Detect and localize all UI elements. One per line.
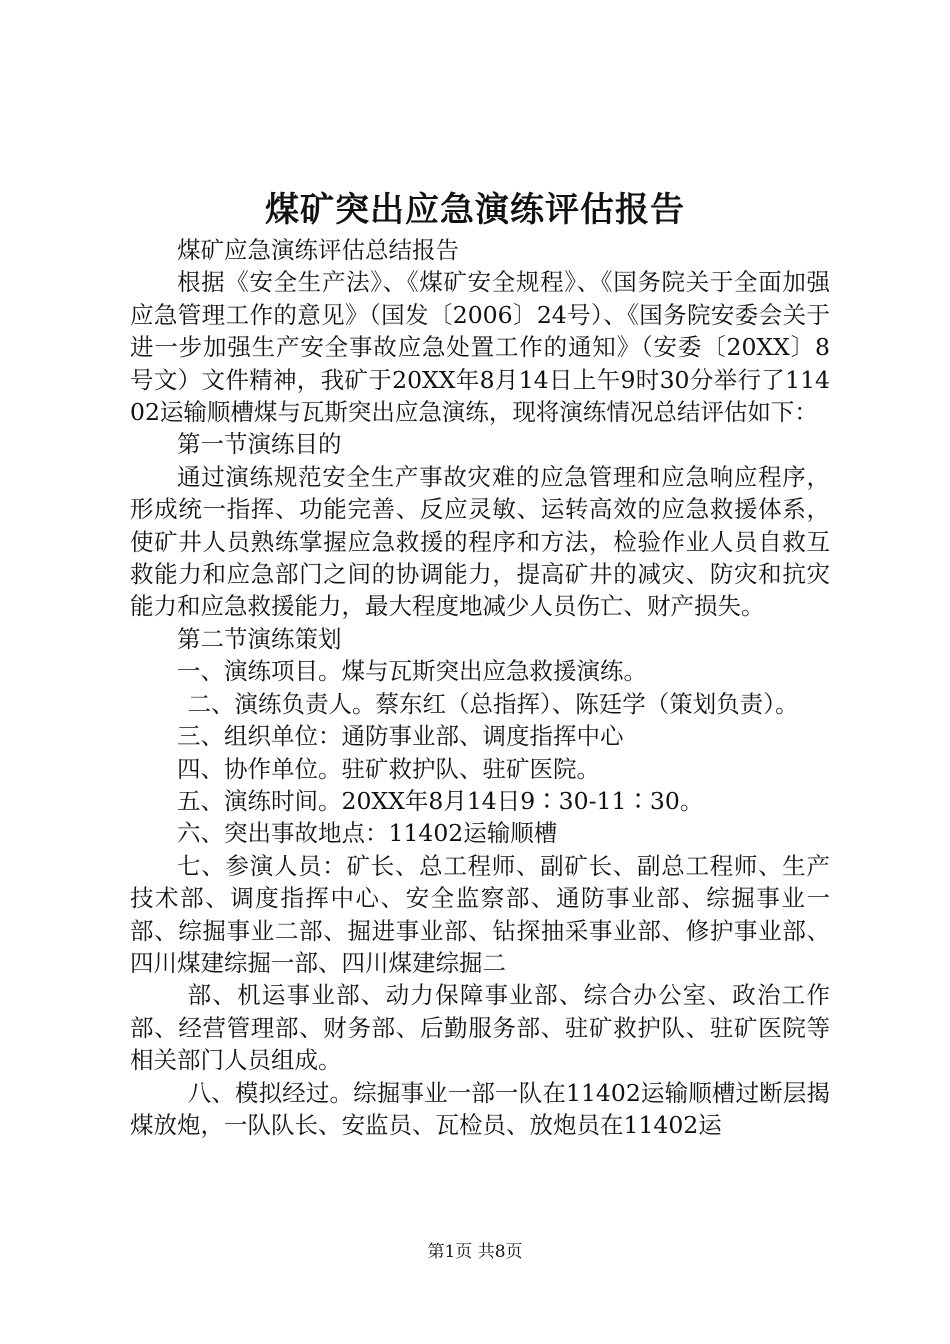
document-title: 煤矿突出应急演练评估报告	[265, 190, 685, 230]
paragraph-item-1: 一、演练项目。煤与瓦斯突出应急救援演练。	[177, 657, 647, 686]
section-heading-2: 第二节演练策划	[177, 624, 342, 653]
section-heading-1: 第一节演练目的	[177, 430, 342, 459]
paragraph-item-7-continued: 部、机运事业部、动力保障事业部、综合办公室、政治工作部、经营管理部、财务部、后勤服务部、驻矿救护队、驻矿医院等相关部门人员组成。	[130, 981, 830, 1075]
paragraph-item-4: 四、协作单位。驻矿救护队、驻矿医院。	[177, 754, 600, 783]
paragraph-item-2: 二、演练负责人。蔡东红（总指挥）、陈廷学（策划负责）。	[187, 689, 799, 718]
document-body	[130, 234, 830, 1141]
paragraph-subtitle: 煤矿应急演练评估总结报告	[177, 236, 459, 264]
paragraph-purpose: 通过演练规范安全生产事故灾难的应急管理和应急响应程序，形成统一指挥、功能完善、反应灵敏、运转高效的应急救援体系，使矿井人员熟练掌握应急救援的程序和方法，检验作业人员自救互救能力和应急部门之间的协调能力，提高矿井的减灾、防灾和抗灾能力和应急救援能力，最大程度地减少人员伤亡、财产损失。	[130, 462, 830, 621]
page-footer: 第1页 共8页	[427, 1242, 523, 1262]
paragraph-item-6: 六、突出事故地点：11402运输顺槽	[177, 819, 558, 848]
paragraph-basis: 根据《安全生产法》、《煤矿安全规程》、《国务院关于全面加强应急管理工作的意见》（国发〔2006〕24号）、《国务院安委会关于进一步加强生产安全事故应急处置工作的通知》（安委〔20XX〕8号文）文件精神，我矿于20XX年8月14日上午9时30分举行了11402运输顺槽煤与瓦斯突出应急演练，现将演练情况总结评估如下：	[130, 268, 830, 427]
paragraph-item-8: 八、模拟经过。综掘事业一部一队在11402运输顺槽过断层揭煤放炮，一队队长、安监员、瓦检员、放炮员在11402运	[130, 1078, 830, 1139]
paragraph-item-3: 三、组织单位：通防事业部、调度指挥中心	[177, 722, 624, 751]
paragraph-item-7: 七、参演人员：矿长、总工程师、副矿长、副总工程师、生产技术部、调度指挥中心、安全监察部、通防事业部、综掘事业一部、综掘事业二部、掘进事业部、钻探抽采事业部、修护事业部、四川煤建综掘一部、四川煤建综掘二	[130, 851, 830, 977]
paragraph-item-5: 五、演练时间。20XX年8月14日9∶30-11∶30。	[177, 786, 704, 815]
